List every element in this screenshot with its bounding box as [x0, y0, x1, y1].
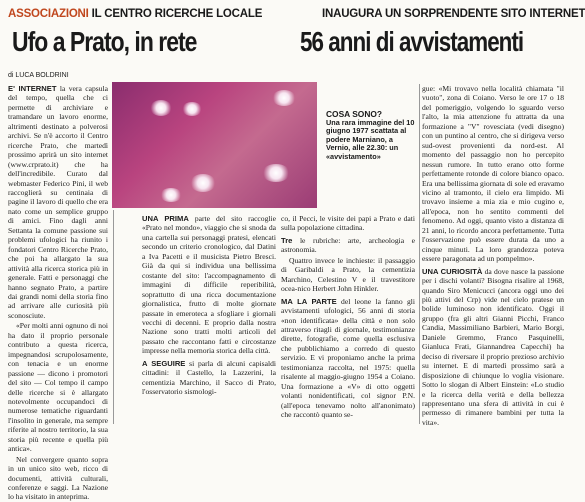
paragraph: del leone la fanno gli avvistamenti ufologici, 56 anni di storia «non identificata» della città e non solo attraverso ritagli di giornale, testimonianze dirette, fotografie, come quella esclusiva che pubblichiamo a corredo di questo servizio. E vi proponiamo anche la prima testimonianza raccolta, nel 1975: quella risalente al maggio-giugno 1954 a Coiano. Una formazione a «V» di otto oggetti volanti nonidentificati, col signor P.N. (all'epoca tenevamo nolto all'anonimato) che raccontò quanto se- — [281, 296, 415, 420]
paragraph: Nel convergere quanto sopra in un unico sito web, ricco di documenti, attività culturali, conferenze e saggi. La Nazione lo ha visitato in anteprima. — [8, 454, 108, 502]
column-divider — [419, 84, 420, 424]
byline: di LUCA BOLDRINI — [8, 72, 69, 79]
column-divider — [113, 210, 114, 424]
lead-in: UNA PRIMA — [142, 214, 189, 223]
section-label: ASSOCIAZIONI — [8, 8, 89, 20]
caption-title: COSA SONO? — [326, 109, 382, 119]
kicker-left-text: IL CENTRO RICERCHE LOCALE — [91, 8, 263, 20]
headline-left: Ufo a Prato, in rete — [12, 26, 197, 57]
photo-caption — [326, 110, 418, 162]
ufo-light — [272, 90, 296, 106]
article-column-2 — [142, 214, 276, 424]
paragraph: co, il Pecci, le visite dei papi a Prato e dati sulla popolazione cittadina. — [281, 214, 415, 233]
paragraph: gue: «Mi trovavo nella località chiamata "il vuoto", zona di Coiano. Verso le ore 17 o 18 del pomeriggio, volgendo lo sguardo verso l'alto, la mia attenzione fu attratta da una formazione a "V" rovesciata (vedi disegno) con un puntino al centro, che si dirigeva verso sud-ovest provenienti da nord-est. Al momento del passaggio non ho percepito nessun rumore. In tutto erano otto forme perfettamente rotonde di colore bianco opaco. Era una bellissima giornata di sole ed eravamo vicino al tramonto, il cielo era limpido. Mi trovavo insieme a mia zia e mio cugino e, all'epoca, non ho sentito commenti del fenomeno. Ad oggi, quanto visto a distanza di 21 anni, lo ricordo ancora perfettamente. Tutta l'osservazione può essere durata da uno a cinque minuti. La loro grandezza poteva essere paragonata ad un pompelmo». — [422, 84, 564, 264]
kicker-right: INAUGURA UN SORPRENDENTE SITO INTERNET — [322, 8, 585, 20]
paragraph: Quattro invece le inchieste: il passaggio di Garibaldi a Prato, la cementizia Marchino, Celestino V e il travestitore ocea-nico Herbert John Hinkler. — [281, 255, 415, 294]
headline-right: 56 anni di avvistamenti — [300, 26, 524, 57]
ufo-light — [182, 102, 202, 116]
article-column-1 — [8, 84, 108, 502]
paragraph: parte del sito raccoglie «Prato nel mondo», viaggio che si snoda da una cartella sui personaggi pratesi, elencati secondo un criterio cronologico, dal Datini a Iva Pacetti e il musicista Pietro Bresci. Già da qui si individua una bellissima costante del sito: l'accompagnamento di immagini di difficile reperibilità, soprattutto di una ricca documentazione giornalistica, frutto di molte giornate passate in emeroteca a sfogliare i giornali vecchi di decenni. E proprio dalla nostra Nazione sono tratti molti articoli del passato che raccontano fatti e circostanze impresse nella memoria storica della città. — [142, 214, 276, 356]
lead-in: E' INTERNET — [8, 84, 57, 93]
article-column-3 — [281, 214, 415, 424]
lead-in: UNA CURIOSITÀ — [422, 266, 483, 276]
ufo-photo — [112, 82, 317, 208]
ufo-light — [150, 100, 172, 116]
article-column-4 — [422, 84, 564, 427]
lead-in: A SEGUIRE — [142, 358, 186, 368]
ufo-light — [160, 188, 182, 202]
paragraph: le rubriche: arte, archeologia e astronomia. — [281, 235, 415, 255]
paragraph: la vera capsula del tempo, quella che ci permette di archiviare e tramandare un lavoro enorme, altrimenti destinato a polverosi archivi. Se n'è accorto il Centro ricerche Prato, che martedì prossimo aprirà un sito internet (www.crprato.it) che ha dell'incredibile. Curato dal webmaster Federico Pini, il web raccoglierà su centinaia di pagine il lavoro di quello che era nato come un semplice gruppo di amici. Fino dagli anni Settanta la comune passione sui problemi ufologici ha riunito i fondatori Centro Ricerche Prato, che poi ha allargato la sua attività alla ricerca storica più in generale. Fatti e personaggi che hanno segnato Prato, a partire dai grandi nomi della storia fino ad arrivare alle curiosità più sconosciute. — [8, 84, 108, 320]
paragraph: si parla di alcuni capisaldi cittadini: il Castello, la Lazzerini, la cementizia Marchino, il Sacco di Prato, l'osservatorio sismologi- — [142, 358, 276, 397]
ufo-light — [190, 174, 216, 192]
paragraph: «Per molti anni ognuno di noi ha dato il proprio personale contributo a questa ricerca, impegnandosi scrupolosamente, con tenacia e un enorme passione — dicono i promotori del sito — Col tempo il campo delle ricerche si è allargato notevolmente occupandoci di numerose tematiche riguardanti l'insolito in generale, ma sempre riferite al nostro territorio, la sua storia più recente e quella più antica». — [8, 321, 108, 454]
paragraph: da dove nasce la passione per i dischi volanti? Bisogna risalire al 1968, quando Siro Menicucci (ancora oggi uno dei più attivi del Crp) vide nel cielo pratese un bolide luminoso non identificato. Oggi il gruppo (fra gli altri Gianni Picchi, Franco Candia, Massimiliano Barbieri, Mario Borgi, Daniele Gremmo, Franco Pasquinelli, Gianluca Frati, Giannandrea Capecchi) ha deciso di riversare il proprio prezioso archivio su internet. E di martedì prossimo sarà a disposizione di chiunque lo voglia visionare. Sotto lo slogan di Albert Einstein: «Lo studio e la ricerca della verità e della bellezza rappresentano una sfera di attività in cui è permesso di rimanere bambini per tutta la vita». — [422, 266, 564, 427]
ufo-light — [262, 164, 290, 182]
lead-in: Tre — [281, 235, 293, 245]
kicker-left — [8, 8, 262, 20]
caption-text: Una rara immagine del 10 giugno 1977 scattata al podere Marniano, a Vernio, alle 22.30: un «avvistamento» — [326, 117, 415, 161]
lead-in: MA LA PARTE — [281, 296, 337, 306]
